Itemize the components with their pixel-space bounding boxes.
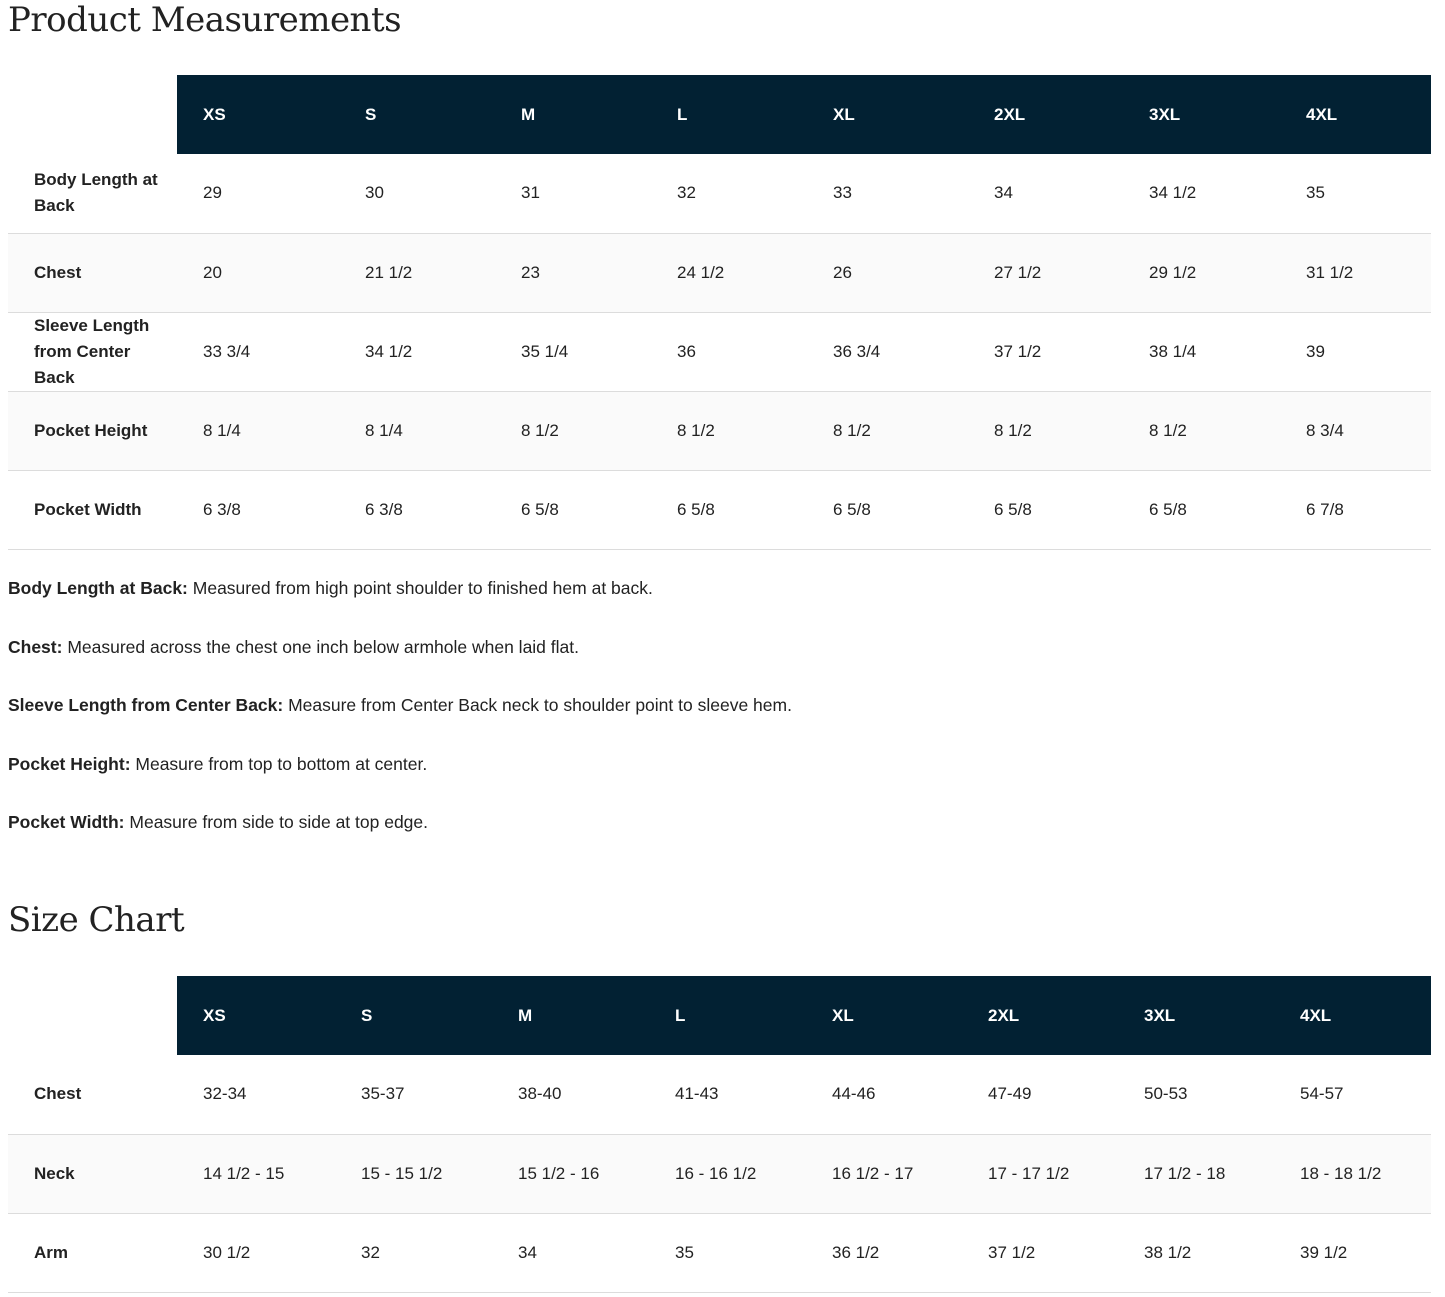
size-header: M (495, 75, 651, 154)
header-corner (8, 976, 177, 1055)
size-header: XL (807, 75, 968, 154)
table-cell: 14 1/2 - 15 (203, 1163, 285, 1183)
size-header: 2XL (962, 976, 1118, 1055)
note-chest (8, 635, 1408, 694)
note-text: Measured across the chest one inch below armhole when laid flat. (62, 636, 579, 657)
table-cell: 32 (361, 1242, 380, 1262)
table-cell: 30 1/2 (203, 1242, 251, 1262)
table-row (8, 312, 1431, 391)
table-cell: 54-57 (1300, 1084, 1344, 1104)
table-cell: 35 (1306, 183, 1325, 203)
table-cell: 38-40 (518, 1084, 562, 1104)
row-label: Pocket Height (34, 420, 148, 440)
size-chart-table (8, 976, 1431, 1293)
table-cell: 38 1/2 (1144, 1242, 1192, 1262)
table-cell: 37 1/2 (988, 1242, 1036, 1262)
measurement-notes (8, 576, 1408, 869)
table-cell: 32 (677, 183, 696, 203)
table-row (8, 233, 1431, 312)
table-cell: 6 3/8 (365, 499, 403, 519)
size-header: S (339, 75, 495, 154)
table-cell: 8 1/2 (677, 420, 715, 440)
table-cell: 6 3/8 (203, 499, 241, 519)
table-cell: 18 - 18 1/2 (1300, 1163, 1382, 1183)
note-sleeve-length (8, 693, 1408, 752)
table-cell: 6 7/8 (1306, 499, 1344, 519)
table-cell: 24 1/2 (677, 262, 725, 282)
table-cell: 35 1/4 (521, 341, 569, 361)
row-label: Arm (34, 1242, 69, 1262)
size-header: L (649, 976, 806, 1055)
table-cell: 39 (1306, 341, 1325, 361)
table-cell: 8 1/4 (365, 420, 403, 440)
note-text: Measure from Center Back neck to shoulder point to sleeve hem. (283, 695, 792, 716)
table-header-row (8, 976, 1431, 1055)
size-header: M (492, 976, 649, 1055)
table-row (8, 154, 1431, 233)
row-label: Body Length at Back (34, 170, 158, 216)
note-term: Body Length at Back: (8, 578, 188, 598)
table-cell: 8 1/2 (833, 420, 871, 440)
table-cell: 35-37 (361, 1084, 405, 1104)
note-term: Chest: (8, 636, 63, 657)
table-cell: 6 5/8 (677, 499, 715, 519)
table-cell: 15 - 15 1/2 (361, 1163, 443, 1183)
table-cell: 33 3/4 (203, 341, 251, 361)
note-pocket-width (8, 810, 1408, 869)
row-label: Chest (34, 1084, 82, 1104)
table-cell: 23 (521, 262, 540, 282)
size-chart-title: Size Chart (8, 900, 185, 940)
table-cell: 44-46 (832, 1084, 876, 1104)
table-cell: 38 1/4 (1149, 341, 1197, 361)
table-cell: 50-53 (1144, 1084, 1188, 1104)
size-header: 3XL (1118, 976, 1274, 1055)
table-row (8, 1213, 1431, 1292)
table-cell: 6 5/8 (521, 499, 559, 519)
table-row (8, 1055, 1431, 1134)
table-cell: 27 1/2 (994, 262, 1042, 282)
row-label: Chest (34, 262, 82, 282)
size-header: 2XL (968, 75, 1123, 154)
table-cell: 34 (518, 1242, 537, 1262)
table-cell: 20 (203, 262, 222, 282)
note-term: Sleeve Length from Center Back: (8, 695, 284, 716)
table-cell: 34 (994, 183, 1013, 203)
table-cell: 37 1/2 (994, 341, 1042, 361)
table-cell: 47-49 (988, 1084, 1032, 1104)
table-cell: 8 3/4 (1306, 420, 1344, 440)
size-header: 4XL (1274, 976, 1431, 1055)
note-term: Pocket Width: (8, 812, 125, 833)
table-cell: 35 (675, 1242, 694, 1262)
table-cell: 8 1/2 (521, 420, 559, 440)
table-cell: 30 (365, 183, 384, 203)
table-cell: 31 (521, 183, 540, 203)
row-label: Pocket Width (34, 499, 142, 519)
table-cell: 32-34 (203, 1084, 247, 1104)
row-label: Sleeve Length from Center Back (34, 315, 150, 387)
table-cell: 8 1/2 (994, 420, 1032, 440)
table-cell: 6 5/8 (1149, 499, 1187, 519)
table-cell: 41-43 (675, 1084, 719, 1104)
note-term: Pocket Height: (8, 753, 131, 774)
table-row (8, 470, 1431, 549)
table-cell: 34 1/2 (1149, 183, 1197, 203)
table-row (8, 1134, 1431, 1213)
table-cell: 8 1/4 (203, 420, 241, 440)
note-text: Measured from high point shoulder to finished hem at back. (187, 578, 653, 598)
table-header-row (8, 75, 1431, 154)
size-header: 4XL (1280, 75, 1431, 154)
note-body-length (8, 576, 1408, 635)
table-cell: 39 1/2 (1300, 1242, 1348, 1262)
table-cell: 16 - 16 1/2 (675, 1163, 757, 1183)
table-cell: 29 1/2 (1149, 262, 1197, 282)
table-cell: 8 1/2 (1149, 420, 1187, 440)
header-corner (8, 75, 177, 154)
note-text: Measure from top to bottom at center. (130, 753, 428, 774)
row-label: Neck (34, 1163, 75, 1183)
table-row (8, 391, 1431, 470)
table-cell: 36 3/4 (833, 341, 881, 361)
table-cell: 36 (677, 341, 696, 361)
size-header: 3XL (1123, 75, 1280, 154)
size-header: S (335, 976, 492, 1055)
table-cell: 17 - 17 1/2 (988, 1163, 1070, 1183)
table-cell: 6 5/8 (994, 499, 1032, 519)
table-cell: 31 1/2 (1306, 262, 1354, 282)
table-cell: 15 1/2 - 16 (518, 1163, 600, 1183)
table-cell: 6 5/8 (833, 499, 871, 519)
size-header: XS (177, 75, 339, 154)
table-cell: 33 (833, 183, 852, 203)
table-cell: 36 1/2 (832, 1242, 880, 1262)
product-measurements-table (8, 75, 1431, 550)
table-cell: 29 (203, 183, 222, 203)
table-cell: 21 1/2 (365, 262, 413, 282)
table-cell: 16 1/2 - 17 (832, 1163, 914, 1183)
size-header: XL (806, 976, 962, 1055)
note-pocket-height (8, 752, 1408, 811)
product-measurements-title: Product Measurements (8, 0, 402, 40)
table-cell: 17 1/2 - 18 (1144, 1163, 1226, 1183)
size-header: XS (177, 976, 335, 1055)
table-cell: 26 (833, 262, 852, 282)
note-text: Measure from side to side at top edge. (124, 812, 429, 833)
size-header: L (651, 75, 807, 154)
table-cell: 34 1/2 (365, 341, 413, 361)
